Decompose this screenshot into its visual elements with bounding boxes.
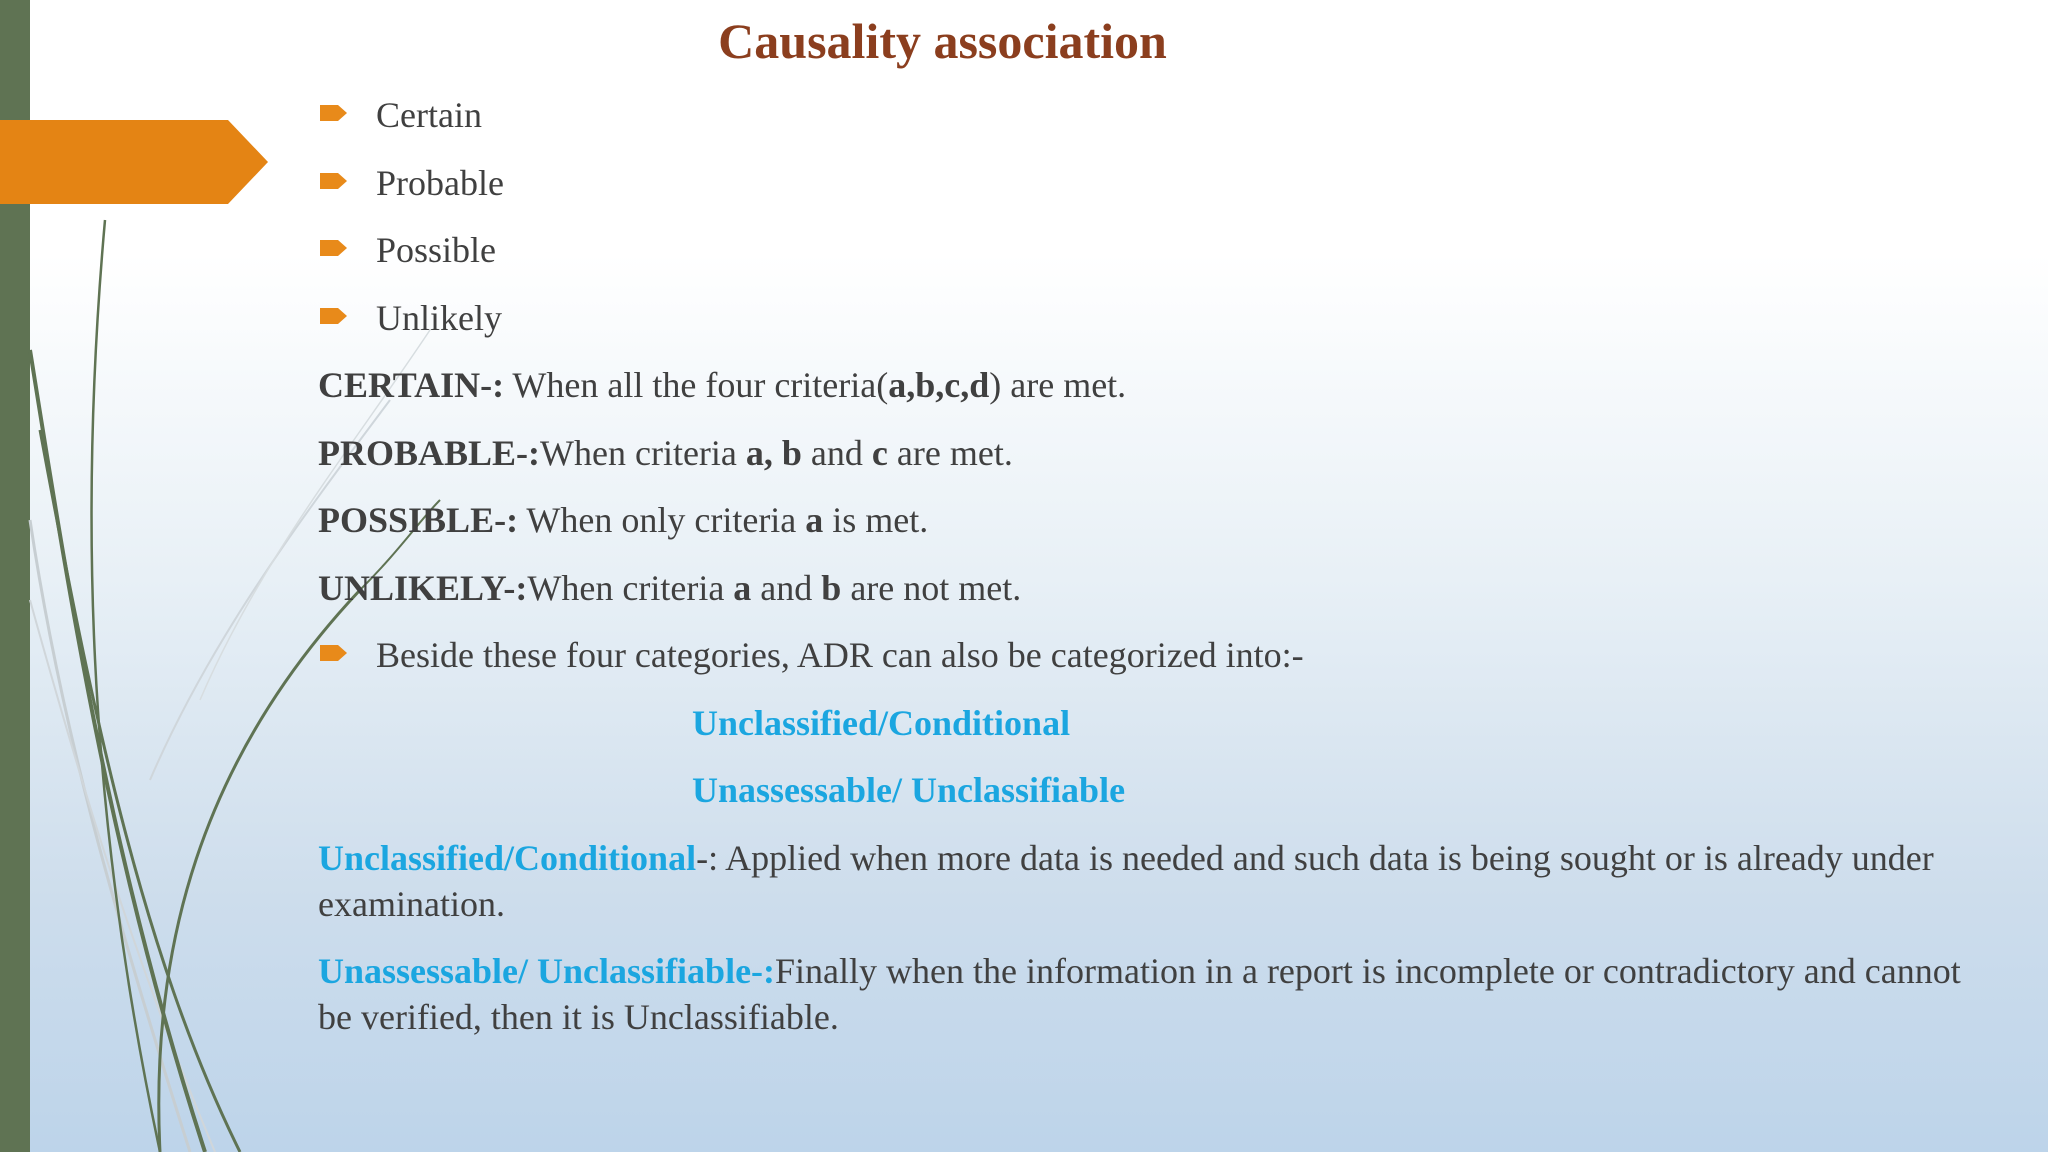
definition-term: UNLIKELY-: xyxy=(318,567,528,608)
note-unclassified-conditional xyxy=(318,835,1968,927)
arrow-bullet-icon xyxy=(320,104,348,122)
bullet-text: Probable xyxy=(376,162,504,203)
definition-text: When criteria xyxy=(540,432,746,473)
note-text: Finally when the information in a report is incomplete or contradictory and cannot be verified, then it is Unclassifiable. xyxy=(318,951,1961,1037)
arrow-bullet-icon xyxy=(320,172,348,190)
bullet-text: Beside these four categories, ADR can also be categorized into:- xyxy=(376,635,1304,675)
note-unassessable-unclassifiable xyxy=(318,948,1968,1040)
definition-criteria: a, b xyxy=(745,432,802,473)
bullet-item-extra-categories xyxy=(318,632,1968,678)
category-label: Unclassified/Conditional xyxy=(692,702,1071,743)
definition-text: is met. xyxy=(823,500,929,540)
category-unclassified-conditional xyxy=(318,700,1968,746)
definition-term: CERTAIN-: xyxy=(318,365,505,405)
category-label: Unassessable/ Unclassifiable xyxy=(692,770,1126,810)
definition-criteria: b xyxy=(821,567,842,608)
arrow-bullet-icon xyxy=(320,307,348,325)
orange-banner-arrow xyxy=(0,120,268,204)
definition-text: are met. xyxy=(887,432,1013,473)
bullet-item-possible xyxy=(318,227,1968,273)
definition-text: ) are met. xyxy=(989,365,1127,405)
bullet-item-unlikely xyxy=(318,295,1968,341)
slide-content xyxy=(318,92,1968,1062)
definition-probable xyxy=(318,430,1968,476)
bullet-text: Unlikely xyxy=(376,297,502,338)
definition-possible xyxy=(318,497,1968,543)
bullet-text: Certain xyxy=(376,95,482,135)
bullet-text: Possible xyxy=(376,230,497,270)
category-unassessable-unclassifiable xyxy=(318,767,1968,813)
definition-text: When criteria xyxy=(527,567,734,608)
note-text: -: Applied when more data is needed and such data is being sought or is already under examination. xyxy=(318,837,1934,924)
definition-term: PROBABLE-: xyxy=(318,432,541,473)
bullet-item-probable xyxy=(318,160,1968,206)
definition-criteria: a xyxy=(805,500,824,540)
definition-text: and xyxy=(801,432,872,473)
definition-criteria: c xyxy=(871,432,888,473)
definition-text: are not met. xyxy=(841,567,1022,608)
definition-text: and xyxy=(751,567,822,608)
slide-title: Causality association xyxy=(718,13,1167,69)
definition-text: When all the four criteria( xyxy=(504,365,889,405)
definition-unlikely xyxy=(318,565,1968,611)
note-term: Unclassified/Conditional xyxy=(318,837,697,878)
arrow-bullet-icon xyxy=(320,644,348,662)
arrow-bullet-icon xyxy=(320,239,348,257)
definition-term: POSSIBLE-: xyxy=(318,500,519,540)
definition-text: When only criteria xyxy=(518,500,806,540)
note-term: Unassessable/ Unclassifiable-: xyxy=(318,951,776,991)
bullet-item-certain xyxy=(318,92,1968,138)
definition-certain xyxy=(318,362,1968,408)
definition-criteria: a,b,c,d xyxy=(888,365,990,405)
definition-criteria: a xyxy=(733,567,752,608)
